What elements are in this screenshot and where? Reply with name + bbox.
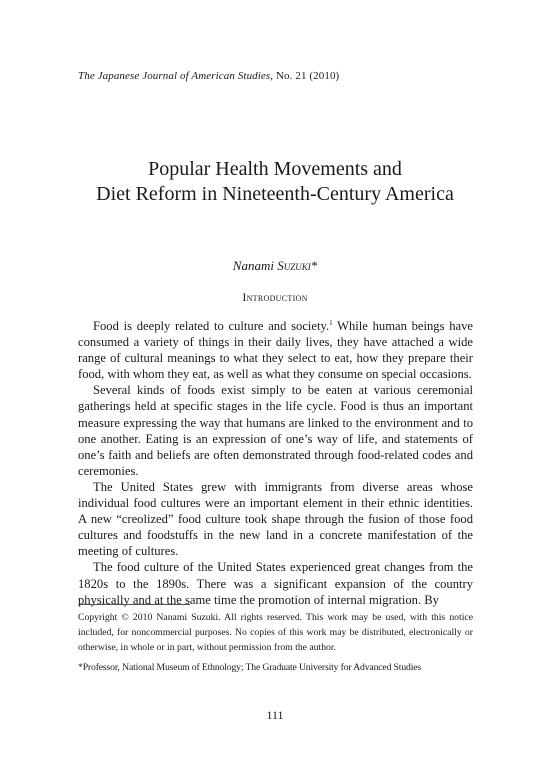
running-head xyxy=(78,70,339,82)
paragraph-3: The United States grew with immigrants from diverse areas whose individual food cultures were an important element in their ethnic identities. A new “creolized” food culture took shape through the fusion of those food cultures and foodstuffs in the new land in a concrete manifestation of the meeting of cultures. xyxy=(78,479,473,559)
footnote-reference: 1 xyxy=(329,319,333,327)
footnotes xyxy=(78,610,473,675)
author-family-name: Suzuki xyxy=(277,258,311,273)
paragraph-1 xyxy=(78,318,473,382)
paragraph-4: The food culture of the United States experienced great changes from the 1820s to the 1890s. There was a significant expansion of the country physically and at the same time the promotion of internal migration. By xyxy=(78,560,473,607)
author-footnote-mark: * xyxy=(310,258,318,273)
paragraph-2: Several kinds of foods exist simply to be eaten at various ceremonial gatherings held at specific stages in the life cycle. Food is thus an important measure expressing the way that humans are linked to the environment and to one another. Eating is an expression of one’s way of life, and statements of one’s faith and beliefs are often demonstrated through food-related codes and ceremonies. xyxy=(78,383,473,478)
footnote-divider xyxy=(78,604,190,605)
paragraph-1-text-a: Food is deeply related to culture and society. xyxy=(93,319,330,333)
page-number: 111 xyxy=(266,708,284,722)
article-title xyxy=(0,157,550,207)
copyright-notice: Copyright © 2010 Nanami Suzuki. All rights reserved. This work may be used, with this notice included, for noncommercial purposes. No copies of this work may be distributed, electronically or otherwise, in whole or in part, without permission from the author. xyxy=(78,612,473,653)
title-line-1: Popular Health Movements and xyxy=(148,158,402,180)
paragraph-1-text-b: While human beings have consumed a variety of things in their daily lives, they have attached a wide range of cultural meanings to what they select to eat, how they prepare their food, with whom they eat, as well as what they consume on special occasions. xyxy=(78,319,473,382)
journal-name: The Japanese Journal of American Studies xyxy=(78,70,271,82)
issue-info: , No. 21 (2010) xyxy=(270,70,340,82)
body-text xyxy=(78,318,473,608)
title-line-2: Diet Reform in Nineteenth-Century America xyxy=(96,183,454,205)
author-affiliation: *Professor, National Museum of Ethnology; The Graduate University for Advanced Studies xyxy=(78,662,422,673)
author-given-name: Nanami xyxy=(232,258,278,273)
author-byline xyxy=(0,258,550,274)
section-heading: Introduction xyxy=(242,290,308,304)
